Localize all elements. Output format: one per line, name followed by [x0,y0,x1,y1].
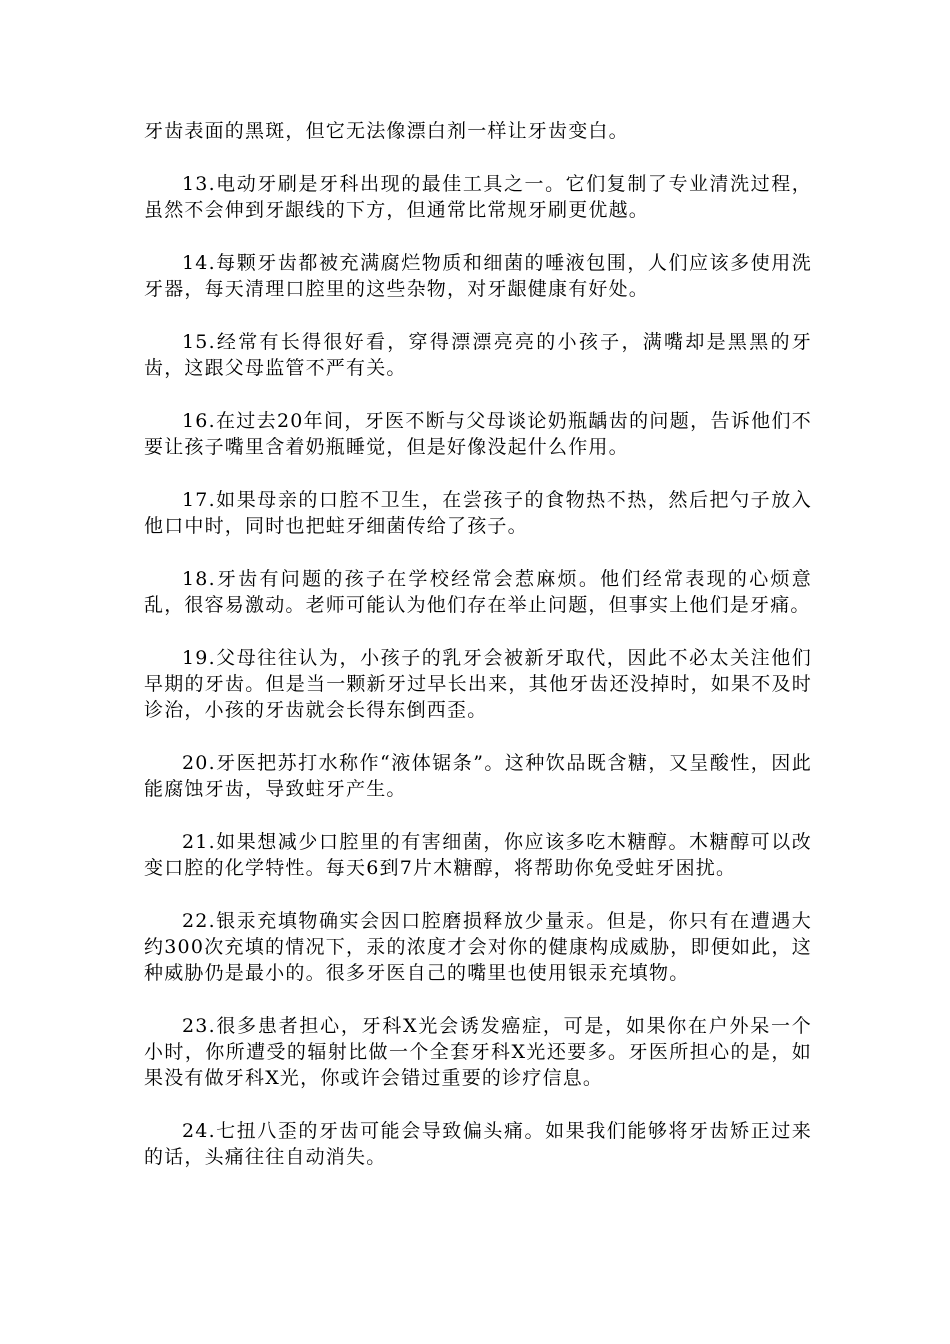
paragraph-continuation: 牙齿表面的黑斑，但它无法像漂白剂一样让牙齿变白。 [144,120,629,142]
paragraph-18: 18.牙齿有问题的孩子在学校经常会惹麻烦。他们经常表现的心烦意乱，很容易激动。老师可能认为他们存在举止问题，但事实上他们是牙痛。 [144,568,812,616]
paragraph-23: 23.很多患者担心，牙科X光会诱发癌症，可是，如果你在户外呆一个小时，你所遭受的辐射比做一个全套牙科X光还要多。牙医所担心的是，如果没有做牙科X光，你或许会错过重要的诊疗信息。 [144,1015,812,1089]
paragraph-20: 20.牙医把苏打水称作“液体锯条”。这种饮品既含糖，又呈酸性，因此能腐蚀牙齿，导致蛀牙产生。 [144,752,812,800]
paragraph-24: 24.七扭八歪的牙齿可能会导致偏头痛。如果我们能够将牙齿矫正过来的话，头痛往往自动消失。 [144,1120,812,1168]
paragraph-13: 13.电动牙刷是牙科出现的最佳工具之一。它们复制了专业清洗过程，虽然不会伸到牙龈线的下方，但通常比常规牙刷更优越。 [144,173,812,221]
paragraph-19: 19.父母往往认为，小孩子的乳牙会被新牙取代，因此不必太关注他们早期的牙齿。但是当一颗新牙过早长出来，其他牙齿还没掉时，如果不及时诊治，小孩的牙齿就会长得东倒西歪。 [144,647,812,721]
paragraph-14: 14.每颗牙齿都被充满腐烂物质和细菌的唾液包围，人们应该多使用洗牙器，每天清理口腔里的这些杂物，对牙龈健康有好处。 [144,252,812,300]
paragraph-22: 22.银汞充填物确实会因口腔磨损释放少量汞。但是，你只有在遭遇大约300次充填的情况下，汞的浓度才会对你的健康构成威胁，即便如此，这种威胁仍是最小的。很多牙医自己的嘴里也使用银汞充填物。 [144,910,812,984]
paragraph-17: 17.如果母亲的口腔不卫生，在尝孩子的食物热不热，然后把勺子放入他口中时，同时也把蛀牙细菌传给了孩子。 [144,489,812,537]
paragraph-16: 16.在过去20年间，牙医不断与父母谈论奶瓶龋齿的问题，告诉他们不要让孩子嘴里含着奶瓶睡觉，但是好像没起什么作用。 [144,410,812,458]
paragraph-15: 15.经常有长得很好看，穿得漂漂亮亮的小孩子，满嘴却是黑黑的牙齿，这跟父母监管不严有关。 [144,331,812,379]
paragraph-21: 21.如果想减少口腔里的有害细菌，你应该多吃木糖醇。木糖醇可以改变口腔的化学特性。每天6到7片木糖醇，将帮助你免受蛀牙困扰。 [144,831,812,879]
document-body [144,118,812,1197]
